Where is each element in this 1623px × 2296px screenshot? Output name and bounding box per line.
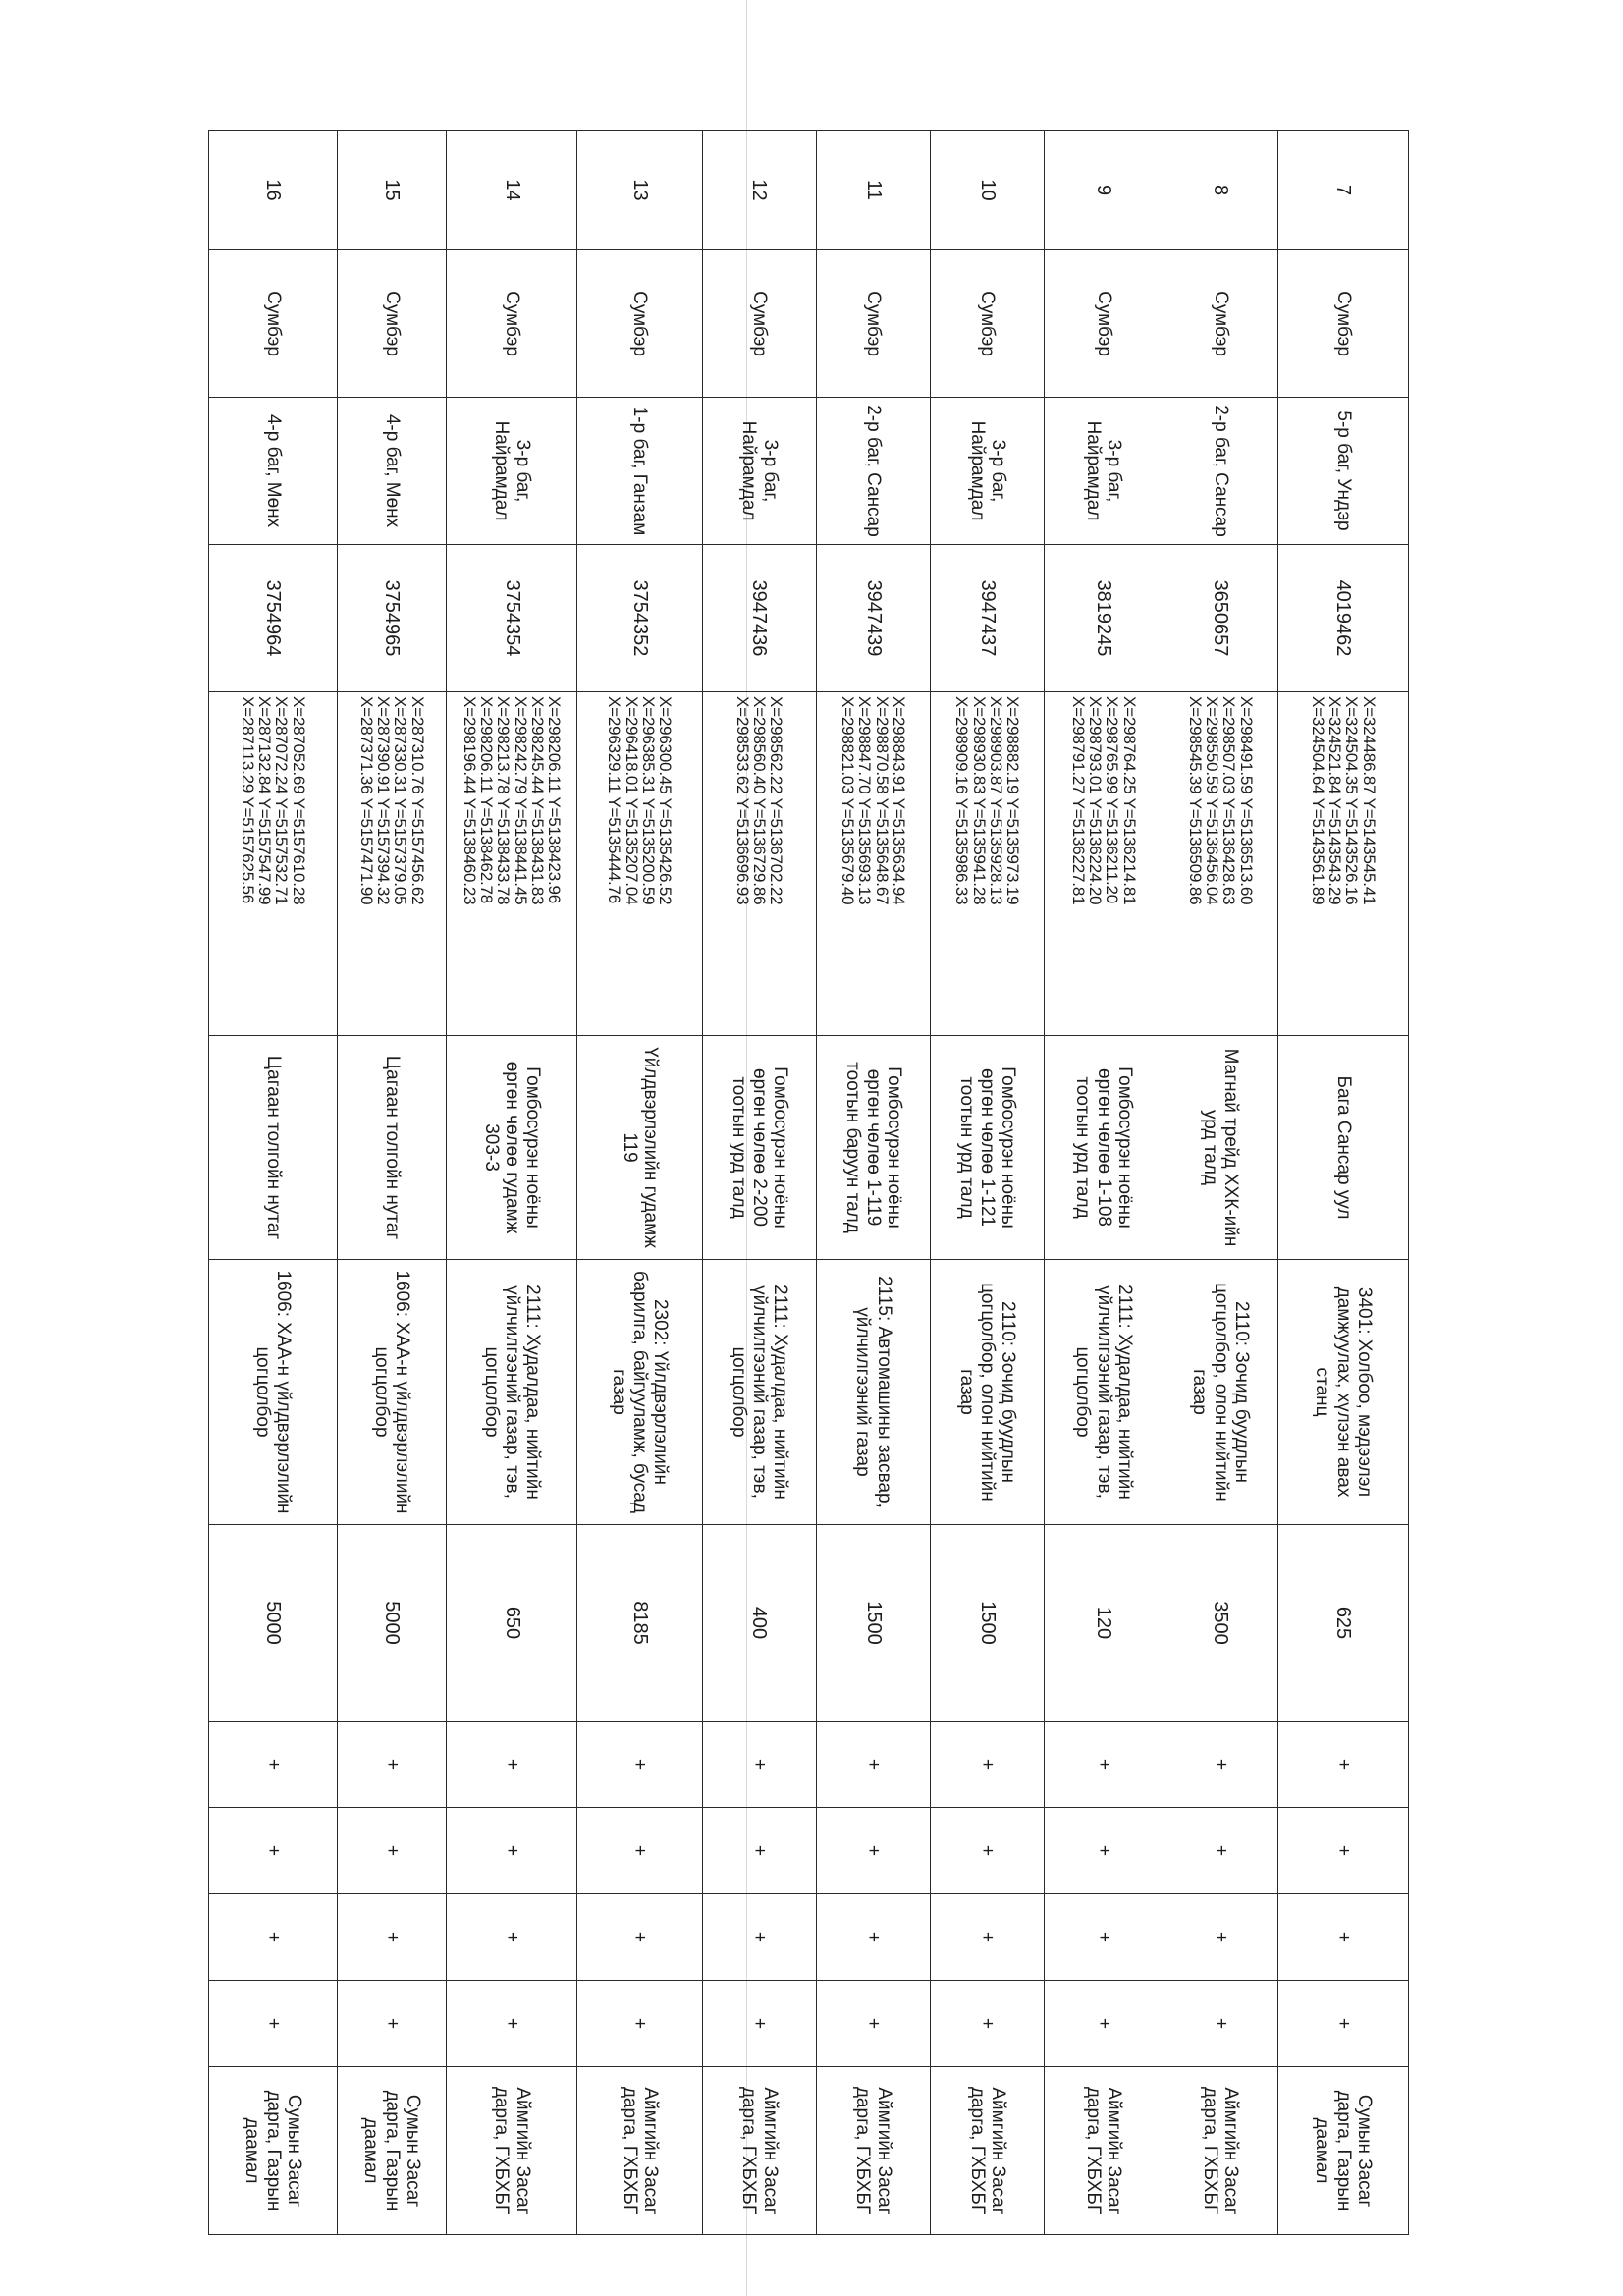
coordinate-line: X=298533.62 Y=5136696.93 <box>732 696 752 905</box>
parcel-code-cell: 3947436 <box>702 545 816 692</box>
coordinate-line: X=324504.35 Y=5143526.16 <box>1342 696 1362 905</box>
check-cell-2: + <box>1278 1808 1409 1894</box>
check-cell-2: + <box>209 1808 338 1894</box>
check-cell-1: + <box>702 1722 816 1808</box>
area-cell: 5000 <box>337 1525 447 1722</box>
soum-cell: Сумбэр <box>1163 250 1277 398</box>
check-cell-4: + <box>337 1981 447 2067</box>
coordinate-line: X=298765.99 Y=5136211.20 <box>1103 696 1122 904</box>
soum-cell: Сумбэр <box>337 250 447 398</box>
check-cell-4: + <box>1278 1981 1409 2067</box>
parcel-code-cell: 3650657 <box>1163 545 1277 692</box>
coordinate-line: X=298245.44 Y=5138431.83 <box>528 696 548 905</box>
coordinate-line: X=324521.84 Y=5143543.29 <box>1325 696 1345 905</box>
soum-cell: Сумбэр <box>447 250 577 398</box>
parcel-code-cell: 3947437 <box>931 545 1045 692</box>
check-cell-3: + <box>447 1894 577 1981</box>
check-cell-4: + <box>816 1981 930 2067</box>
coordinate-line: X=296418.01 Y=5135207.04 <box>622 696 641 905</box>
parcel-code-cell: 3754965 <box>337 545 447 692</box>
bag-cell: 3-р баг, Найрамдал <box>447 398 577 545</box>
area-cell: 3500 <box>1163 1525 1277 1722</box>
table-row <box>447 131 577 2235</box>
purpose-cell: 2110: Зочид буудлын цогцолбор, олон нийтийн газар <box>1163 1260 1277 1525</box>
table-row <box>931 131 1045 2235</box>
coordinates-cell <box>337 692 447 1036</box>
coordinates-cell <box>1045 692 1163 1036</box>
check-cell-2: + <box>447 1808 577 1894</box>
coordinate-line: X=296385.31 Y=5135200.59 <box>638 696 658 905</box>
area-cell: 1500 <box>816 1525 930 1722</box>
coordinate-line: X=287371.36 Y=5157471.90 <box>356 696 376 905</box>
coordinates-cell <box>702 692 816 1036</box>
row-number-cell: 16 <box>209 131 338 250</box>
parcel-code-cell: 3947439 <box>816 545 930 692</box>
location-cell: Бага Сансар уул <box>1278 1036 1409 1260</box>
coordinate-line: X=298909.16 Y=5135986.33 <box>952 696 972 905</box>
location-cell: Гомбосүрэн ноёны өргөн чөлөө гудамж 303-3 <box>447 1036 577 1260</box>
coordinate-line: X=298550.59 Y=5136456.04 <box>1202 696 1221 905</box>
authority-cell: Аймгийн Засаг дарга, ГХБХБГ <box>702 2067 816 2235</box>
check-cell-2: + <box>702 1808 816 1894</box>
authority-cell: Сумын Засаг дарга, Газрын даамал <box>337 2067 447 2235</box>
check-cell-3: + <box>931 1894 1045 1981</box>
check-cell-4: + <box>209 1981 338 2067</box>
check-cell-4: + <box>702 1981 816 2067</box>
purpose-cell: 2111: Худалдаа, нийтийн үйлчилгээний газар, тэв, цогцолбор <box>447 1260 577 1525</box>
authority-cell: Сумын Засаг дарга, Газрын даамал <box>209 2067 338 2235</box>
area-cell: 5000 <box>209 1525 338 1722</box>
coordinate-line: X=298206.11 Y=5138462.78 <box>477 696 497 904</box>
purpose-cell: 2111: Худалдаа, нийтийн үйлчилгээний газар, тэв, цогцолбор <box>702 1260 816 1525</box>
coordinate-line: X=298847.70 Y=5135693.13 <box>855 696 875 905</box>
location-cell: Магнай трейд ХХК-ийн урд талд <box>1163 1036 1277 1260</box>
soum-cell: Сумбэр <box>1045 250 1163 398</box>
check-cell-3: + <box>1163 1894 1277 1981</box>
parcel-code-cell: 3754352 <box>577 545 702 692</box>
bag-cell: 3-р баг, Найрамдал <box>1045 398 1163 545</box>
check-cell-1: + <box>1163 1722 1277 1808</box>
check-cell-1: + <box>447 1722 577 1808</box>
table-row <box>337 131 447 2235</box>
check-cell-3: + <box>816 1894 930 1981</box>
parcel-code-cell: 3754964 <box>209 545 338 692</box>
row-number-cell: 11 <box>816 131 930 250</box>
coordinate-line: X=287113.29 Y=5157625.56 <box>238 696 257 904</box>
check-cell-1: + <box>931 1722 1045 1808</box>
area-cell: 120 <box>1045 1525 1163 1722</box>
soum-cell: Сумбэр <box>931 250 1045 398</box>
row-number-cell: 8 <box>1163 131 1277 250</box>
coordinate-line: X=298882.19 Y=5135973.19 <box>1003 696 1023 905</box>
location-cell: Гомбосүрэн ноёны өргөн чөлөө 1-121 тоотын урд талд <box>931 1036 1045 1260</box>
coordinate-line: X=298821.03 Y=5135679.40 <box>839 696 858 905</box>
table-row <box>1278 131 1409 2235</box>
row-number-cell: 10 <box>931 131 1045 250</box>
coordinate-line: X=324504.64 Y=5143561.89 <box>1308 696 1327 905</box>
row-number-cell: 13 <box>577 131 702 250</box>
area-cell: 8185 <box>577 1525 702 1722</box>
check-cell-4: + <box>1163 1981 1277 2067</box>
check-cell-2: + <box>1163 1808 1277 1894</box>
table-row <box>577 131 702 2235</box>
coordinate-line: X=287072.24 Y=5157532.71 <box>272 696 292 905</box>
purpose-cell: 3401: Холбоо, мэдээлэл дамжуулах, хүлээн авах станц <box>1278 1260 1409 1525</box>
coordinates-cell <box>577 692 702 1036</box>
row-number-cell: 7 <box>1278 131 1409 250</box>
coordinate-line: X=298870.58 Y=5135648.67 <box>872 696 892 905</box>
check-cell-4: + <box>447 1981 577 2067</box>
coordinate-line: X=296329.11 Y=5135444.76 <box>605 696 624 904</box>
purpose-cell: 2111: Худалдаа, нийтийн үйлчилгээний газар, тэв, цогцолбор <box>1045 1260 1163 1525</box>
coordinate-line: X=298491.59 Y=5136513.60 <box>1236 696 1256 905</box>
parcel-code-cell: 3754354 <box>447 545 577 692</box>
coordinate-line: X=298206.11 Y=5138423.96 <box>545 696 565 904</box>
authority-cell: Аймгийн Засаг дарга, ГХБХБГ <box>1045 2067 1163 2235</box>
coordinate-line: X=287132.84 Y=5157547.99 <box>254 696 274 905</box>
authority-cell: Аймгийн Засаг дарга, ГХБХБГ <box>577 2067 702 2235</box>
coordinate-line: X=287390.91 Y=5157394.32 <box>374 696 394 905</box>
soum-cell: Сумбэр <box>209 250 338 398</box>
check-cell-1: + <box>209 1722 338 1808</box>
bag-cell: 1-р баг, Ганзам <box>577 398 702 545</box>
bag-cell: 4-р баг, Мөнх <box>337 398 447 545</box>
coordinate-line: X=287330.31 Y=5157379.05 <box>391 696 410 905</box>
check-cell-1: + <box>1045 1722 1163 1808</box>
coordinate-line: X=298903.87 Y=5135928.13 <box>986 696 1005 905</box>
coordinate-line: X=298793.01 Y=5136224.20 <box>1085 696 1105 905</box>
land-allocation-table <box>208 130 1409 2235</box>
coordinate-line: X=298213.78 Y=5138433.78 <box>494 696 514 905</box>
table-row <box>1163 131 1277 2235</box>
row-number-cell: 15 <box>337 131 447 250</box>
check-cell-4: + <box>1045 1981 1163 2067</box>
coordinate-line: X=324486.87 Y=5143545.41 <box>1359 696 1379 905</box>
check-cell-1: + <box>1278 1722 1409 1808</box>
coordinate-line: X=287052.69 Y=5157610.28 <box>289 696 308 905</box>
bag-cell: 2-р баг, Сансар <box>1163 398 1277 545</box>
authority-cell: Аймгийн Засаг дарга, ГХБХБГ <box>1163 2067 1277 2235</box>
area-cell: 625 <box>1278 1525 1409 1722</box>
coordinate-line: X=296300.45 Y=5135426.52 <box>656 696 676 905</box>
check-cell-3: + <box>209 1894 338 1981</box>
check-cell-4: + <box>577 1981 702 2067</box>
coordinate-line: X=298562.22 Y=5136702.22 <box>767 696 786 905</box>
check-cell-2: + <box>931 1808 1045 1894</box>
check-cell-3: + <box>1278 1894 1409 1981</box>
authority-cell: Аймгийн Засаг дарга, ГХБХБГ <box>447 2067 577 2235</box>
row-number-cell: 12 <box>702 131 816 250</box>
row-number-cell: 9 <box>1045 131 1163 250</box>
coordinate-line: X=298196.44 Y=5138460.23 <box>460 696 479 905</box>
coordinate-line: X=298507.03 Y=5136428.63 <box>1219 696 1239 905</box>
check-cell-3: + <box>577 1894 702 1981</box>
bag-cell: 5-р баг, Ундэр <box>1278 398 1409 545</box>
check-cell-2: + <box>816 1808 930 1894</box>
purpose-cell: 1606: ХАА-н үйлдвэрлэлийн цогцолбор <box>209 1260 338 1525</box>
bag-cell: 4-р баг, Мөнх <box>209 398 338 545</box>
coordinate-line: X=298791.27 Y=5136227.81 <box>1068 696 1088 905</box>
parcel-code-cell: 3819245 <box>1045 545 1163 692</box>
coordinate-line: X=298930.83 Y=5135941.28 <box>969 696 989 905</box>
area-cell: 650 <box>447 1525 577 1722</box>
bag-cell: 2-р баг, Сансар <box>816 398 930 545</box>
authority-cell: Аймгийн Засаг дарга, ГХБХБГ <box>816 2067 930 2235</box>
check-cell-1: + <box>816 1722 930 1808</box>
table-row <box>816 131 930 2235</box>
soum-cell: Сумбэр <box>1278 250 1409 398</box>
bag-cell: 3-р баг, Найрамдал <box>931 398 1045 545</box>
table-row <box>702 131 816 2235</box>
location-cell: Гомбосүрэн ноёны өргөн чөлөө 1-119 тоотын баруун талд <box>816 1036 930 1260</box>
coordinate-line: X=298843.91 Y=5135634.94 <box>890 696 909 905</box>
purpose-cell: 2110: Зочид буудлын цогцолбор, олон нийтийн газар <box>931 1260 1045 1525</box>
coordinate-line: X=298242.79 Y=5138441.45 <box>511 696 530 905</box>
check-cell-2: + <box>1045 1808 1163 1894</box>
authority-cell: Сумын Засаг дарга, Газрын даамал <box>1278 2067 1409 2235</box>
location-cell: Үйлдвэрлэлийн гудамж 119 <box>577 1036 702 1260</box>
soum-cell: Сумбэр <box>702 250 816 398</box>
coordinates-cell <box>447 692 577 1036</box>
location-cell: Гомбосүрэн ноёны өргөн чөлөө 1-108 тоотын урд талд <box>1045 1036 1163 1260</box>
area-cell: 1500 <box>931 1525 1045 1722</box>
check-cell-1: + <box>577 1722 702 1808</box>
coordinates-cell <box>1163 692 1277 1036</box>
bag-cell: 3-р баг, Найрамдал <box>702 398 816 545</box>
purpose-cell: 2302: Үйлдвэрлэлийн барилга, байгууламж, бусад газар <box>577 1260 702 1525</box>
location-cell: Цагаан толгойн нутаг <box>337 1036 447 1260</box>
check-cell-2: + <box>337 1808 447 1894</box>
area-cell: 400 <box>702 1525 816 1722</box>
soum-cell: Сумбэр <box>577 250 702 398</box>
row-number-cell: 14 <box>447 131 577 250</box>
rotated-table-container <box>208 130 1409 2234</box>
location-cell: Гомбосүрэн ноёны өргөн чөлөө 2-200 тоотын урд талд <box>702 1036 816 1260</box>
coordinate-line: X=298764.25 Y=5136214.81 <box>1119 696 1139 905</box>
coordinates-cell <box>816 692 930 1036</box>
coordinates-cell <box>209 692 338 1036</box>
table-row <box>1045 131 1163 2235</box>
check-cell-3: + <box>702 1894 816 1981</box>
coordinate-line: X=298560.40 Y=5136729.86 <box>749 696 769 905</box>
purpose-cell: 1606: ХАА-н үйлдвэрлэлийн цогцолбор <box>337 1260 447 1525</box>
check-cell-3: + <box>337 1894 447 1981</box>
check-cell-4: + <box>931 1981 1045 2067</box>
location-cell: Цагаан толгойн нутаг <box>209 1036 338 1260</box>
check-cell-2: + <box>577 1808 702 1894</box>
check-cell-1: + <box>337 1722 447 1808</box>
coordinates-cell <box>1278 692 1409 1036</box>
coordinates-cell <box>931 692 1045 1036</box>
coordinate-line: X=287310.76 Y=5157456.62 <box>407 696 427 905</box>
table-row <box>209 131 338 2235</box>
soum-cell: Сумбэр <box>816 250 930 398</box>
authority-cell: Аймгийн Засаг дарга, ГХБХБГ <box>931 2067 1045 2235</box>
coordinate-line: X=298545.39 Y=5136509.86 <box>1185 696 1205 905</box>
parcel-code-cell: 4019462 <box>1278 545 1409 692</box>
purpose-cell: 2115: Автомашины засвар, үйлчилгээний газар <box>816 1260 930 1525</box>
check-cell-3: + <box>1045 1894 1163 1981</box>
